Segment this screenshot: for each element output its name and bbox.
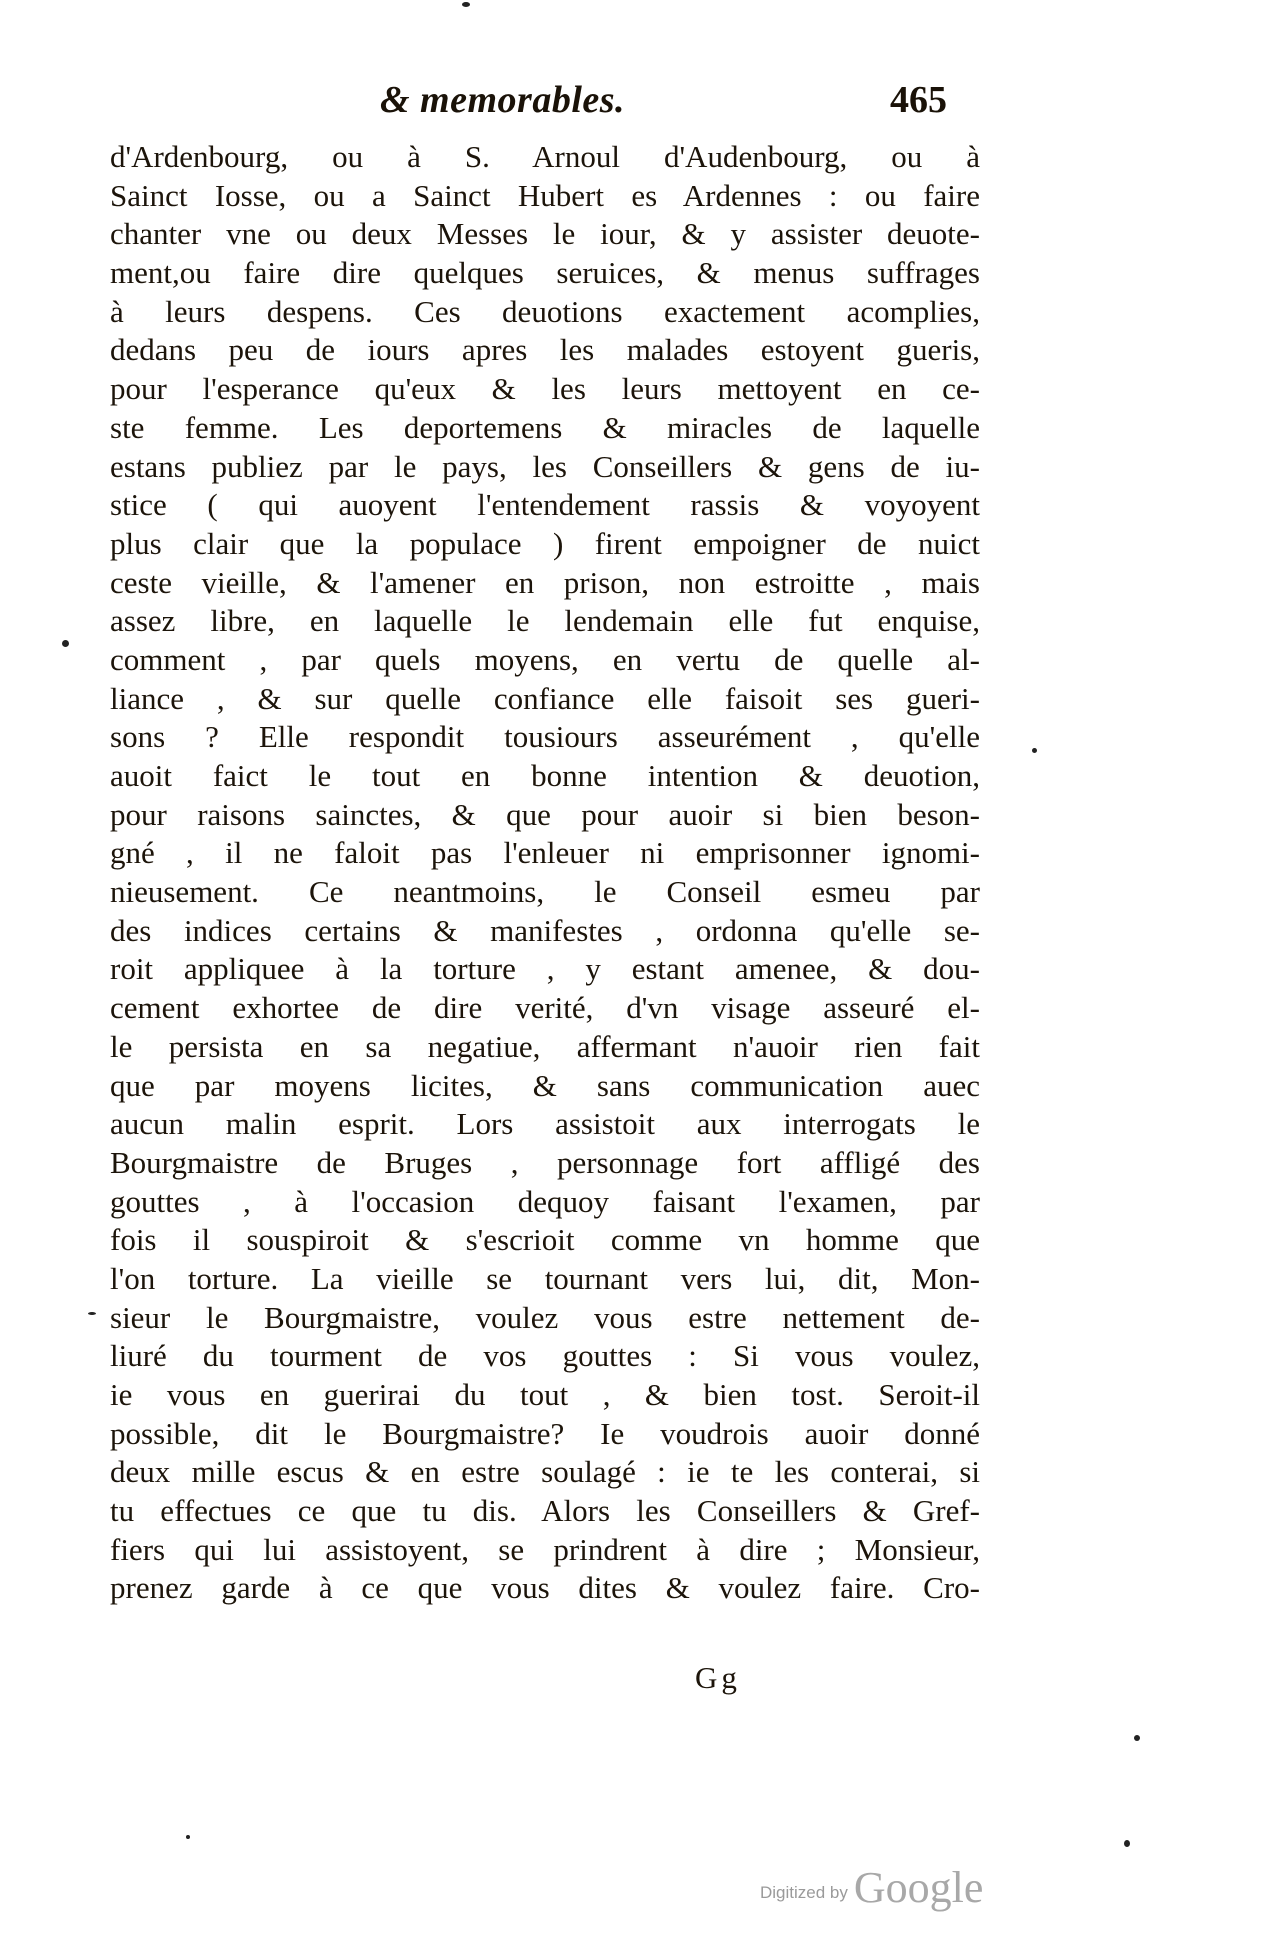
scan-speck bbox=[1032, 748, 1037, 753]
text-line: roit appliquee à la torture , y estant amenee, & dou- bbox=[110, 951, 980, 987]
text-line: gné , il ne faloit pas l'enleuer ni emprisonner ignomi- bbox=[110, 835, 980, 871]
text-line: deux mille escus & en estre soulagé : ie te les conterai, si bbox=[110, 1454, 980, 1490]
text-line: fiers qui lui assistoyent, se prindrent à dire ; Monsieur, bbox=[110, 1531, 980, 1567]
text-line: sieur le Bourgmaistre, voulez vous estre nettement de- bbox=[110, 1299, 980, 1335]
text-line: cement exhortee de dire verité, d'vn visage asseuré el- bbox=[110, 990, 980, 1026]
text-line: que par moyens licites, & sans communication auec bbox=[110, 1067, 980, 1103]
text-line: aucun malin esprit. Lors assistoit aux interrogats le bbox=[110, 1106, 980, 1142]
text-line: auoit faict le tout en bonne intention & deuotion, bbox=[110, 758, 980, 793]
text-line: liuré du tourment de vos gouttes : Si vous voulez, bbox=[110, 1338, 980, 1374]
watermark-caption: Digitized by bbox=[760, 1883, 848, 1902]
running-head: & memorables. bbox=[380, 79, 626, 121]
text-line: ie vous en guerirai du tout , & bien tost. Seroit-il bbox=[110, 1377, 980, 1412]
text-line: nieusement. Ce neantmoins, le Conseil esmeu par bbox=[110, 874, 980, 910]
scan-speck bbox=[88, 1312, 96, 1315]
scan-speck bbox=[1134, 1735, 1140, 1741]
text-line: l'on torture. La vieille se tournant vers lui, dit, Mon- bbox=[110, 1260, 980, 1296]
text-line: estans publiez par le pays, les Conseillers & gens de iu- bbox=[110, 448, 980, 484]
text-line: prenez garde à ce que vous dites & voulez faire. Cro- bbox=[110, 1570, 980, 1606]
signature-mark: Gg bbox=[695, 1660, 741, 1695]
body-text bbox=[110, 138, 980, 1608]
text-line: ste femme. Les deportemens & miracles de laquelle bbox=[110, 409, 980, 445]
text-line: tu effectues ce que tu dis. Alors les Conseillers & Gref- bbox=[110, 1493, 980, 1529]
text-line: dedans peu de iours apres les malades estoyent gueris, bbox=[110, 332, 980, 368]
text-line: à leurs despens. Ces deuotions exactement acomplies, bbox=[110, 293, 980, 329]
text-line: assez libre, en laquelle le lendemain elle fut enquise, bbox=[110, 603, 980, 639]
text-line: ment,ou faire dire quelques seruices, & menus suffrages bbox=[110, 255, 980, 291]
text-line: pour l'esperance qu'eux & les leurs mettoyent en ce- bbox=[110, 371, 980, 407]
scan-speck bbox=[1124, 1840, 1130, 1847]
digitization-watermark bbox=[760, 1863, 984, 1912]
text-line: ceste vieille, & l'amener en prison, non estroitte , mais bbox=[110, 564, 980, 600]
text-line: gouttes , à l'occasion dequoy faisant l'examen, par bbox=[110, 1183, 980, 1219]
text-line: Bourgmaistre de Bruges , personnage fort affligé des bbox=[110, 1144, 980, 1180]
page-number: 465 bbox=[890, 79, 947, 121]
text-line: chanter vne ou deux Messes le iour, & y assister deuote- bbox=[110, 216, 980, 252]
text-line: possible, dit le Bourgmaistre? Ie voudrois auoir donné bbox=[110, 1415, 980, 1451]
text-line: stice ( qui auoyent l'entendement rassis & voyoyent bbox=[110, 487, 980, 523]
text-line: le persista en sa negatiue, affermant n'auoir rien fait bbox=[110, 1028, 980, 1064]
scan-speck bbox=[462, 2, 470, 7]
text-line: fois il souspiroit & s'escrioit comme vn homme que bbox=[110, 1222, 980, 1258]
text-line: liance , & sur quelle confiance elle faisoit ses gueri- bbox=[110, 680, 980, 716]
watermark-logo: Google bbox=[853, 1863, 984, 1912]
scan-speck bbox=[186, 1835, 190, 1839]
page-header bbox=[110, 78, 1010, 130]
text-line: d'Ardenbourg, ou à S. Arnoul d'Audenbourg, ou à bbox=[110, 139, 980, 174]
text-line: Sainct Iosse, ou a Sainct Hubert es Ardennes : ou faire bbox=[110, 177, 980, 213]
text-line: pour raisons sainctes, & que pour auoir si bien beson- bbox=[110, 796, 980, 832]
text-line: des indices certains & manifestes , ordonna qu'elle se- bbox=[110, 912, 980, 948]
text-line: plus clair que la populace ) firent empoigner de nuict bbox=[110, 525, 980, 561]
text-line: comment , par quels moyens, en vertu de quelle al- bbox=[110, 641, 980, 677]
text-line: sons ? Elle respondit tousiours asseurément , qu'elle bbox=[110, 719, 980, 755]
scan-speck bbox=[62, 640, 69, 647]
